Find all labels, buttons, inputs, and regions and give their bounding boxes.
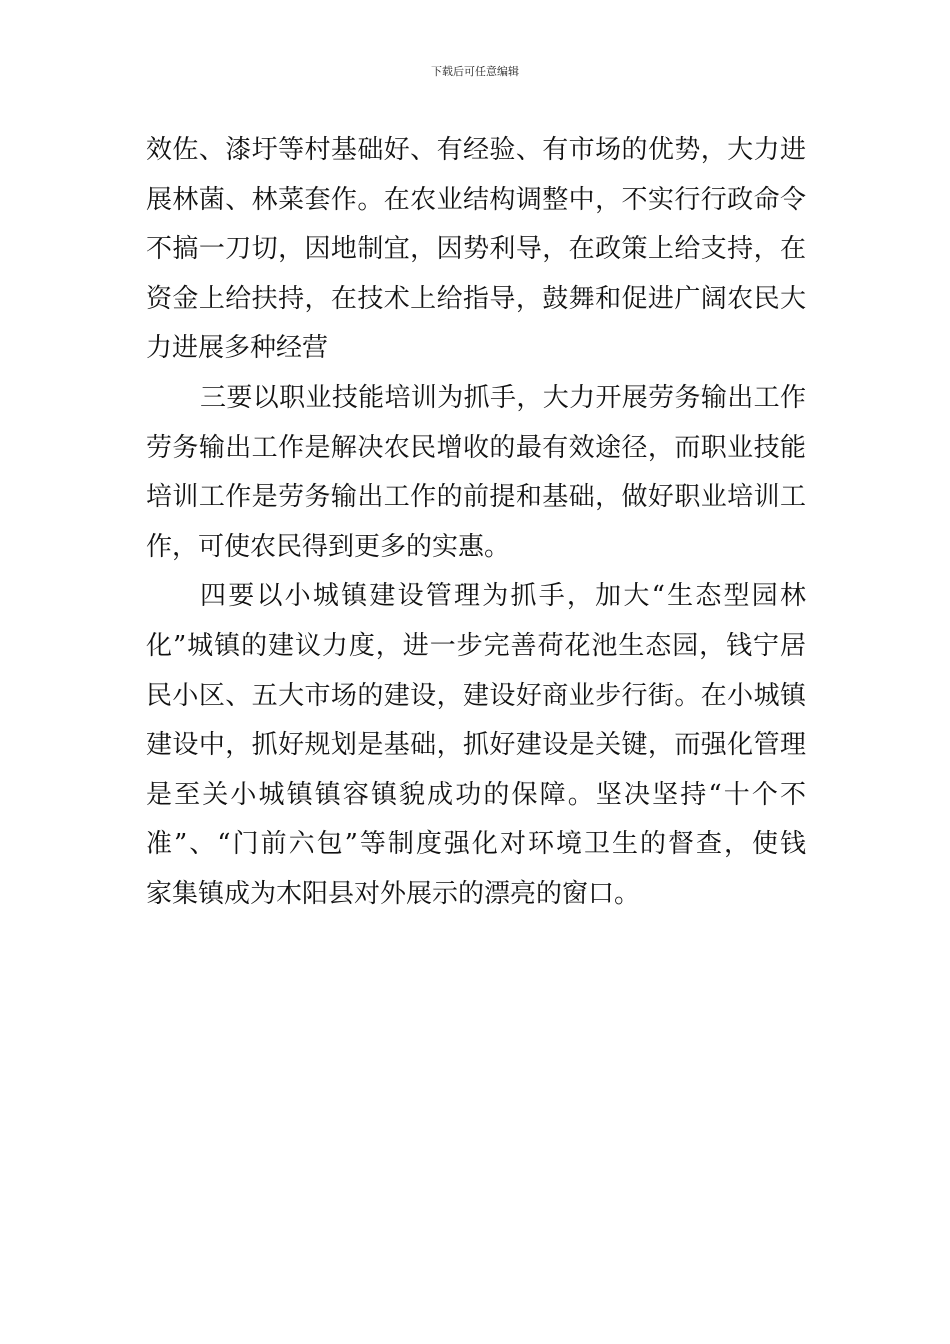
text-line: 不搞一刀切，因地制宜，因势利导，在政策上给支持，在 bbox=[146, 234, 806, 265]
text-line: 是至关小城镇镇容镇貌成功的保障。坚决坚持“十个不 bbox=[146, 779, 806, 810]
text-line: 化”城镇的建议力度，进一步完善荷花池生态园，钱宁居 bbox=[146, 630, 806, 661]
paragraph-3 bbox=[146, 572, 806, 919]
page-header: 下载后可任意编辑 bbox=[431, 65, 519, 78]
text-line: 三要以职业技能培训为抓手，大力开展劳务输出工作 bbox=[200, 382, 806, 413]
text-line: 劳务输出工作是解决农民增收的最有效途径，而职业技能 bbox=[146, 432, 806, 463]
paragraph-2 bbox=[146, 374, 806, 572]
text-line: 培训工作是劳务输出工作的前提和基础，做好职业培训工 bbox=[146, 482, 806, 513]
text-line: 展林菌、林菜套作。在农业结构调整中，不实行行政命令 bbox=[146, 184, 806, 215]
text-line: 力进展多种经营 bbox=[146, 333, 329, 364]
text-line: 效佐、漆圩等村基础好、有经验、有市场的优势，大力进 bbox=[146, 135, 806, 165]
text-line: 准”、“门前六包”等制度强化对环境卫生的督查，使钱 bbox=[146, 829, 806, 860]
paragraph-1 bbox=[146, 126, 806, 374]
text-line: 作，可使农民得到更多的实惠。 bbox=[146, 531, 511, 562]
text-line: 民小区、五大市场的建设，建设好商业步行街。在小城镇 bbox=[146, 680, 806, 711]
text-line: 资金上给扶持，在技术上给指导，鼓舞和促进广阔农民大 bbox=[146, 283, 806, 314]
text-line: 建设中，抓好规划是基础，抓好建设是关键，而强化管理 bbox=[146, 730, 806, 761]
text-line: 家集镇成为木阳县对外展示的漂亮的窗口。 bbox=[146, 878, 641, 909]
document-body bbox=[146, 126, 806, 920]
text-line: 四要以小城镇建设管理为抓手，加大“生态型园林 bbox=[200, 581, 806, 612]
